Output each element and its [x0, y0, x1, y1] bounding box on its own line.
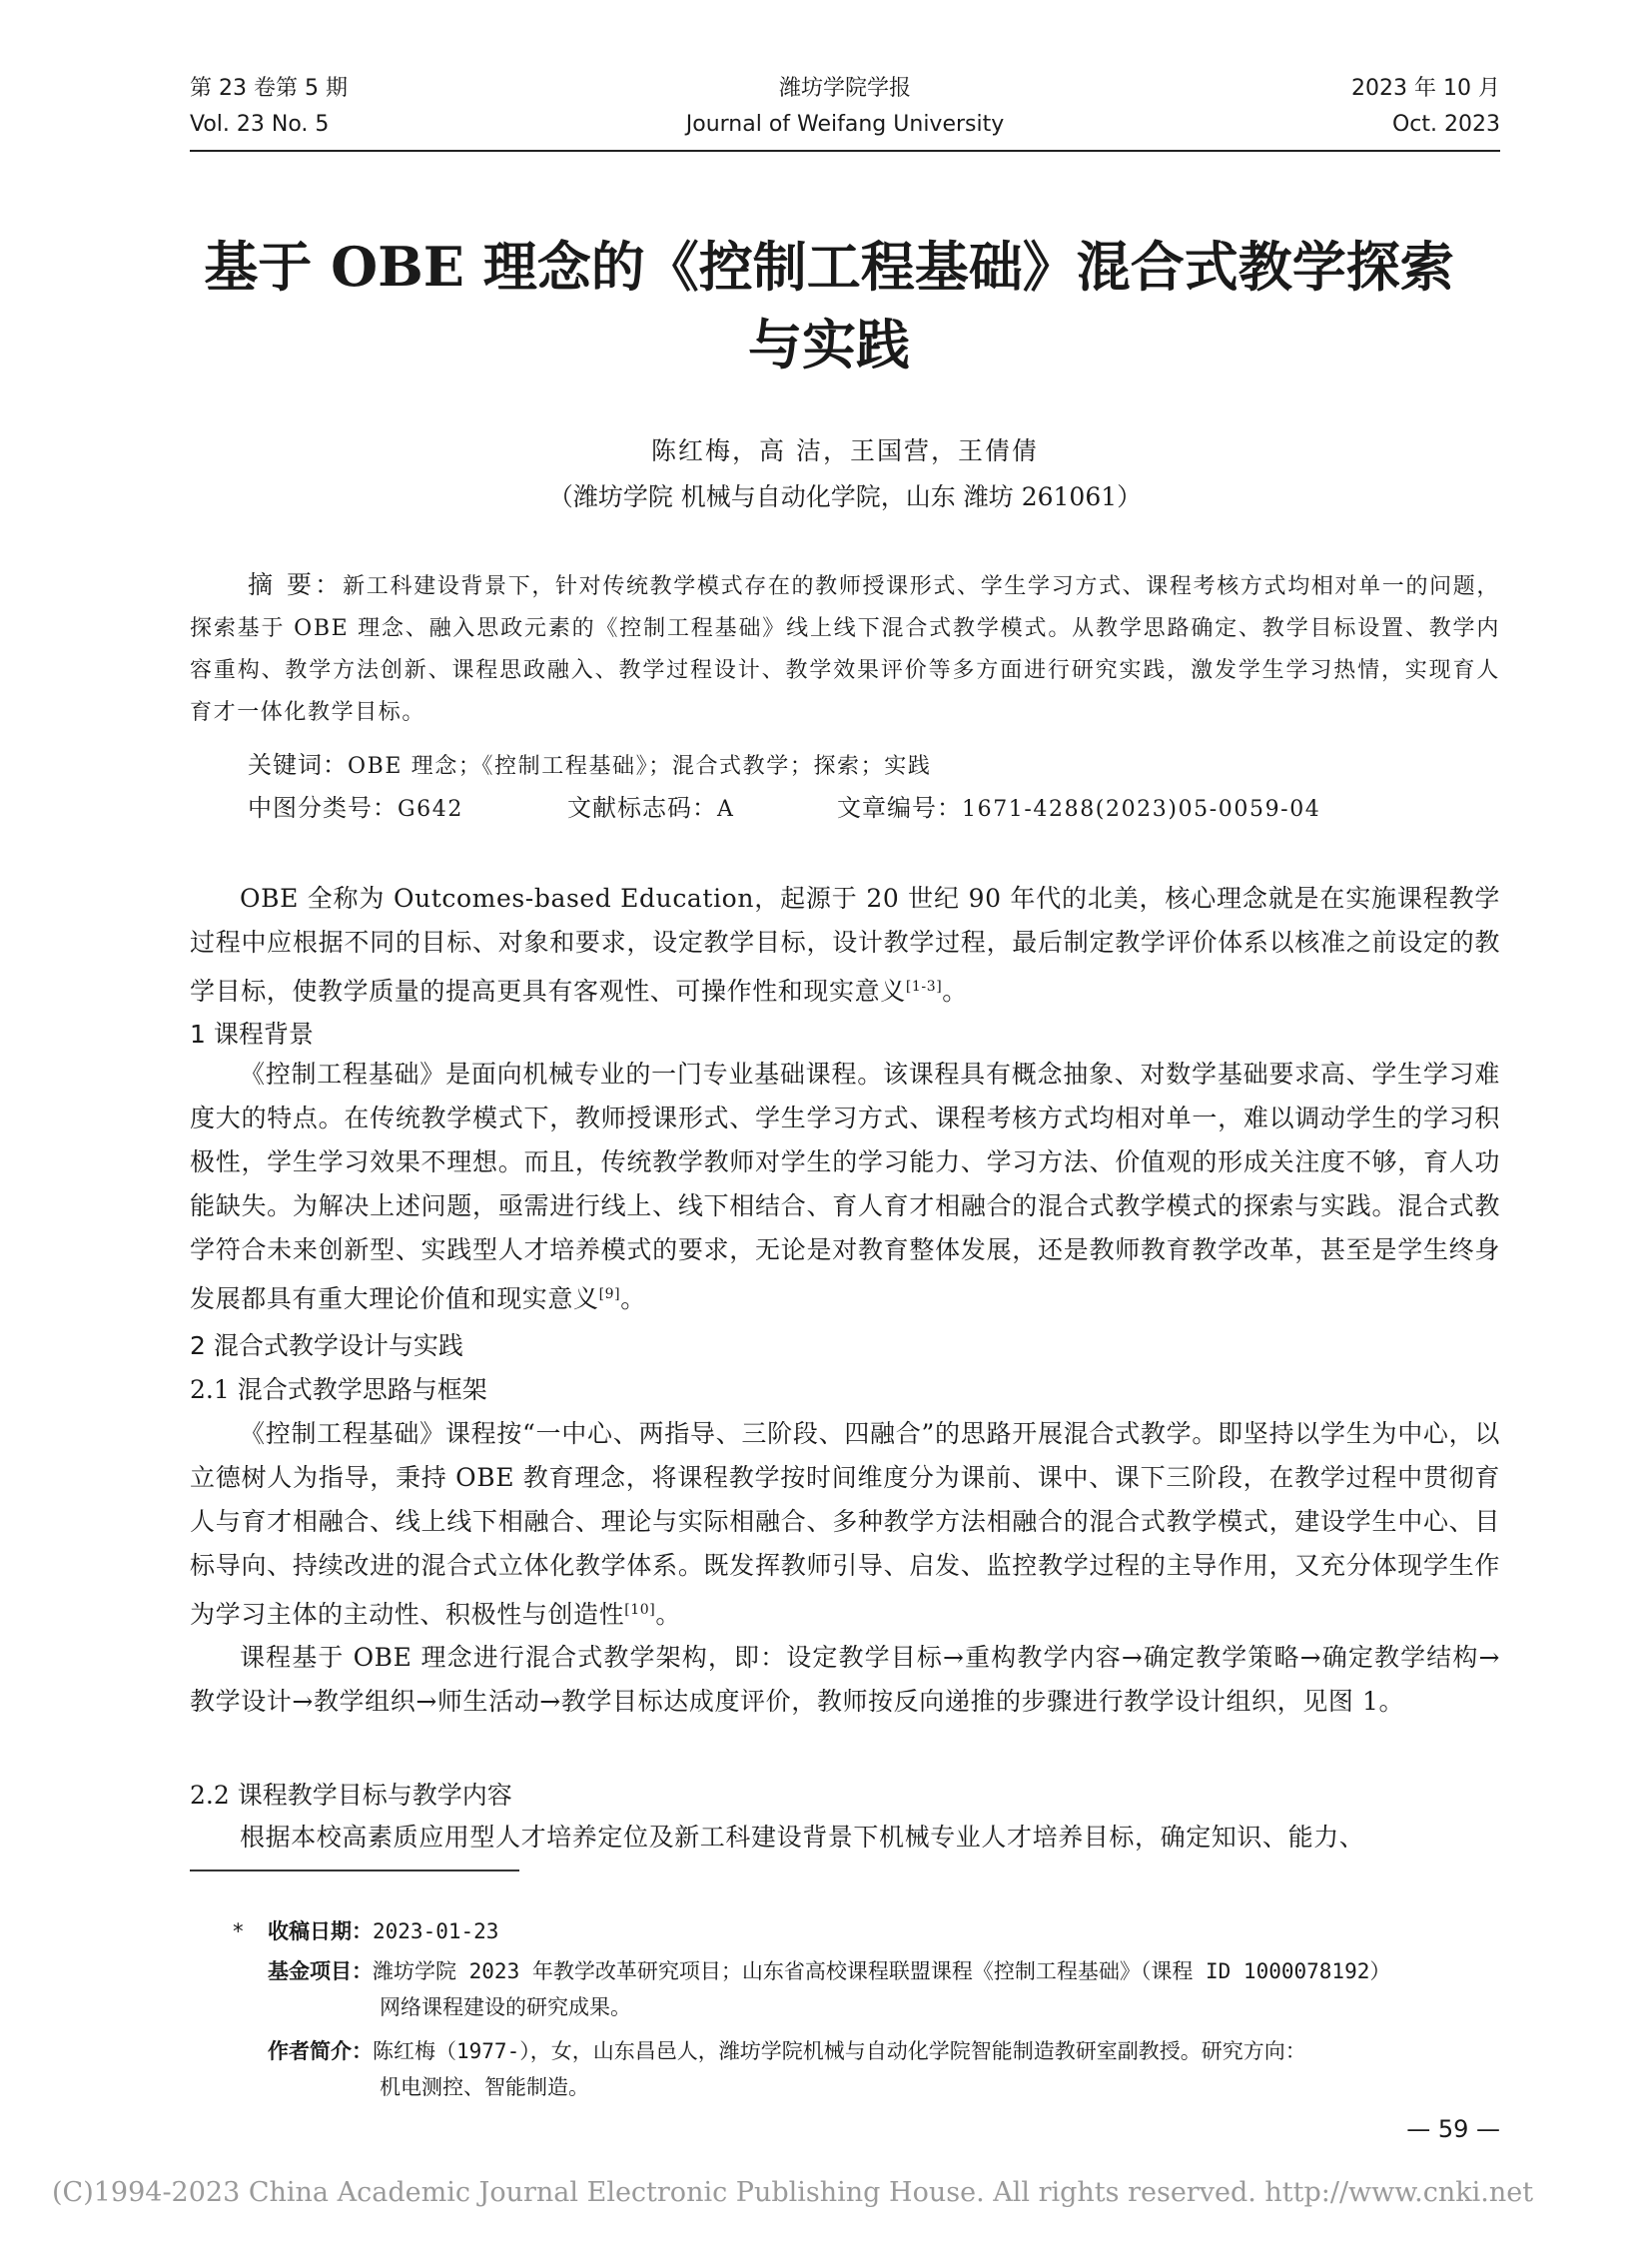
section1-end: 。	[620, 1284, 646, 1313]
clc-value: G642	[398, 797, 463, 822]
paper-title-line1: 基于 OBE 理念的《控制工程基础》混合式教学探索	[204, 235, 1454, 299]
footnote-received	[268, 1913, 498, 1949]
citation-ref: [1-3]	[905, 979, 943, 995]
footnote-rule	[190, 1869, 519, 1871]
affiliation: （潍坊学院 机械与自动化学院，山东 潍坊 261061）	[547, 482, 1143, 511]
journal-name-en: Journal of Weifang University	[685, 112, 1005, 137]
author-label: 作者简介：	[268, 2039, 373, 2063]
section21-text1: 《控制工程基础》课程按“一中心、两指导、三阶段、四融合”的思路开展混合式教学。即坚持以学生为中心，以立德树人为指导，秉持 OBE 教育理念，将课程教学按时间维度分为课前、课中、课下三阶段，在教学过程中贯彻育人与育才相融合、线上线下相融合、理论与实际相融合、多种教学方法相融合的混合式教学模式，建设学生中心、目标导向、持续改进的混合式立体化教学体系。既发挥教师引导、启发、监控教学过程的主导作用，又充分体现学生作为学习主体的主动性、积极性与创造性	[190, 1419, 1500, 1629]
intro-paragraph	[190, 877, 1500, 1014]
doc-code-label: 文献标志码：	[567, 794, 717, 822]
keywords	[248, 744, 931, 788]
classification-article	[837, 787, 1320, 831]
section22-paragraph1: 根据本校高素质应用型人才培养定位及新工科建设背景下机械专业人才培养目标，确定知识、能力、	[240, 1823, 1365, 1852]
article-no-value: 1671-4288(2023)05-0059-04	[962, 797, 1321, 822]
paper-title-line2: 与实践	[748, 313, 910, 376]
issue-en: Vol. 23 No. 5	[190, 112, 330, 137]
section1-text: 《控制工程基础》是面向机械专业的一门专业基础课程。该课程具有概念抽象、对数学基础要求高、学生学习难度大的特点。在传统教学模式下，教师授课形式、学生学习方式、课程考核方式均相对单一，难以调动学生的学习积极性，学生学习效果不理想。而且，传统教学教师对学生的学习能力、学习方法、价值观的形成关注度不够，育人功能缺失。为解决上述问题，亟需进行线上、线下相结合、育人育才相融合的混合式教学模式的探索与实践。混合式教学符合未来创新型、实践型人才培养模式的要求，无论是对教育整体发展，还是教师教育教学改革，甚至是学生终身发展都具有重大理论价值和现实意义	[190, 1060, 1500, 1313]
header-rule	[190, 150, 1500, 152]
author-value: 陈红梅（1977-），女，山东昌邑人，潍坊学院机械与自动化学院智能制造教研室副教授。研究方向：	[373, 2039, 1306, 2063]
footnote-author-cont: 机电测控、智能制造。	[380, 2075, 589, 2099]
section21-paragraph2: 课程基于 OBE 理念进行混合式教学架构，即：设定教学目标→重构教学内容→确定教学策略→确定教学结构→教学设计→教学组织→师生活动→教学目标达成度评价，教师按反向递推的步骤进行教学设计组织，见图 1。	[190, 1643, 1500, 1716]
keywords-text: OBE 理念；《控制工程基础》；混合式教学；探索；实践	[348, 754, 932, 779]
page-number: — 59 —	[1406, 2115, 1500, 2143]
footnote-fund	[268, 1953, 1390, 1989]
footnote-fund-cont: 网络课程建设的研究成果。	[380, 1995, 631, 2019]
fund-value: 潍坊学院 2023 年教学改革研究项目；山东省高校课程联盟课程《控制工程基础》（课程 ID 1000078192）	[373, 1959, 1391, 1983]
section-heading-2: 2 混合式教学设计与实践	[190, 1331, 463, 1360]
issue-cn: 第 23 卷第 5 期	[190, 76, 348, 101]
clc-label: 中图分类号：	[248, 794, 398, 822]
intro-end: 。	[942, 977, 968, 1006]
abstract	[190, 564, 1500, 734]
received-value: 2023-01-23	[373, 1919, 499, 1943]
journal-name-cn: 潍坊学院学报	[778, 76, 911, 101]
footnote-author	[268, 2033, 1306, 2069]
subsection-heading-2-2: 2.2 课程教学目标与教学内容	[190, 1781, 512, 1810]
date-en: Oct. 2023	[1391, 112, 1500, 137]
abstract-text: 新工科建设背景下，针对传统教学模式存在的教师授课形式、学生学习方式、课程考核方式均相对单一的问题，探索基于 OBE 理念、融入思政元素的《控制工程基础》线上线下混合式教学模式。从教学思路确定、教学目标设置、教学内容重构、教学方法创新、课程思政融入、教学过程设计、教学效果评价等多方面进行研究实践，激发学生学习热情，实现育人育才一体化教学目标。	[190, 574, 1500, 725]
authors: 陈红梅，高 洁，王国营，王倩倩	[651, 436, 1039, 465]
citation-ref: [10]	[624, 1602, 656, 1618]
received-label: 收稿日期：	[268, 1919, 373, 1943]
subsection-heading-2-1: 2.1 混合式教学思路与框架	[190, 1375, 487, 1404]
intro-text: OBE 全称为 Outcomes-based Education，起源于 20 世纪 90 年代的北美，核心理念就是在实施课程教学过程中应根据不同的目标、对象和要求，设定教学目标，设计教学过程，最后制定教学评价体系以核准之前设定的教学目标，使教学质量的提高更具有客观性、可操作性和现实意义	[190, 884, 1500, 1006]
copyright-notice: (C)1994-2023 China Academic Journal Electronic Publishing House. All rights reserved. http://www.cnki.net	[52, 2177, 1534, 2208]
doc-code-value: A	[717, 797, 735, 822]
abstract-label: 摘 要：	[248, 570, 344, 599]
footnote-star: *	[232, 1919, 245, 1943]
keywords-label: 关键词：	[248, 751, 348, 779]
fund-label: 基金项目：	[268, 1959, 373, 1983]
article-no-label: 文章编号：	[837, 794, 962, 822]
section21-end: 。	[655, 1600, 681, 1629]
classification-doc	[567, 787, 735, 831]
citation-ref: [9]	[598, 1286, 621, 1302]
section-heading-1: 1 课程背景	[190, 1020, 314, 1049]
date-cn: 2023 年 10 月	[1351, 76, 1500, 101]
section1-paragraph	[190, 1053, 1500, 1321]
section21-paragraph1	[190, 1412, 1500, 1637]
classification-clc	[248, 787, 463, 831]
